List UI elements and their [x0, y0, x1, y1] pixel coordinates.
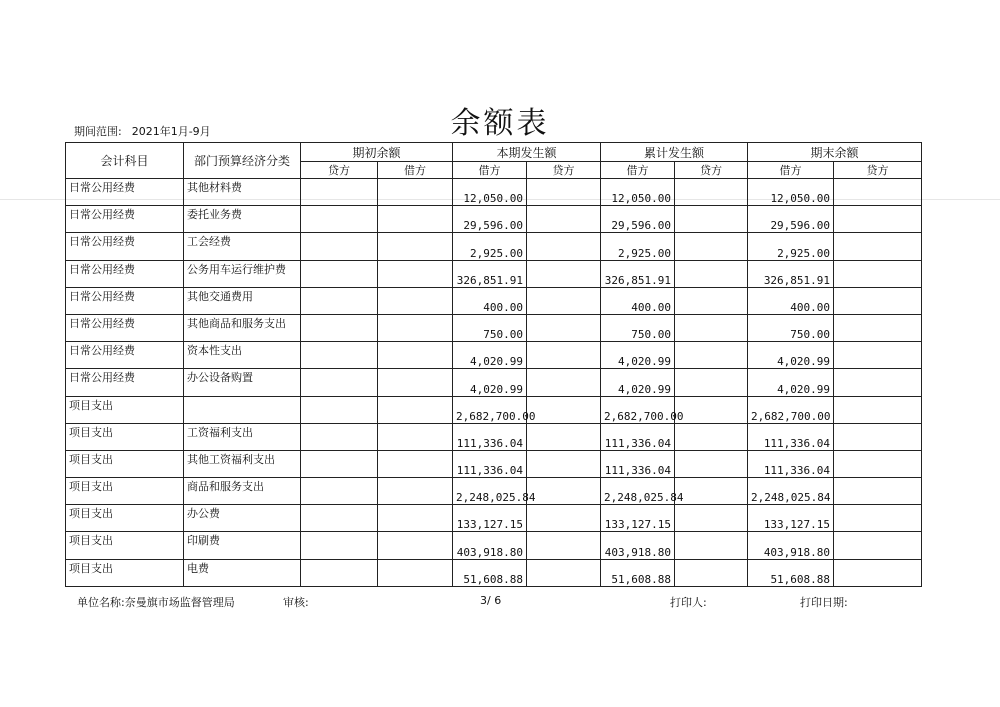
cell-subject: 项目支出 [66, 423, 184, 450]
cell-current-debit: 4,020.99 [453, 369, 527, 396]
table-row [66, 342, 922, 369]
cell-cumulative-credit [675, 314, 748, 341]
cell-closing-credit [834, 559, 922, 586]
cell-closing-debit: 2,682,700.00 [748, 396, 834, 423]
subheader-cumulative-debit: 借方 [601, 162, 675, 179]
cell-cumulative-debit: 51,608.88 [601, 559, 675, 586]
cell-opening-debit [378, 287, 453, 314]
cell-cumulative-credit [675, 233, 748, 260]
footer-print-date: 打印日期: [800, 596, 848, 609]
table-row [66, 423, 922, 450]
cell-closing-credit [834, 396, 922, 423]
cell-closing-credit [834, 287, 922, 314]
cell-category: 工资福利支出 [184, 423, 301, 450]
cell-cumulative-debit: 29,596.00 [601, 206, 675, 233]
cell-current-debit: 12,050.00 [453, 179, 527, 206]
cell-category: 办公设备购置 [184, 369, 301, 396]
header-category: 部门预算经济分类 [184, 143, 301, 179]
cell-current-debit: 133,127.15 [453, 505, 527, 532]
cell-current-debit: 2,682,700.00 [453, 396, 527, 423]
cell-current-credit [527, 369, 601, 396]
cell-cumulative-debit: 326,851.91 [601, 260, 675, 287]
table-row [66, 314, 922, 341]
subheader-current-debit: 借方 [453, 162, 527, 179]
subheader-opening-credit: 贷方 [301, 162, 378, 179]
period-range [74, 123, 211, 139]
cell-closing-debit: 326,851.91 [748, 260, 834, 287]
cell-subject: 日常公用经费 [66, 233, 184, 260]
header-closing-balance: 期末余额 [748, 143, 922, 162]
cell-cumulative-debit: 12,050.00 [601, 179, 675, 206]
cell-current-debit: 403,918.80 [453, 532, 527, 559]
cell-category: 其他交通费用 [184, 287, 301, 314]
cell-current-credit [527, 342, 601, 369]
cell-closing-credit [834, 260, 922, 287]
cell-current-debit: 51,608.88 [453, 559, 527, 586]
cell-closing-credit [834, 314, 922, 341]
cell-subject: 项目支出 [66, 396, 184, 423]
cell-cumulative-debit: 4,020.99 [601, 369, 675, 396]
table-row [66, 559, 922, 586]
period-value: 2021年1月-9月 [131, 125, 211, 138]
cell-opening-credit [301, 559, 378, 586]
table-row [66, 396, 922, 423]
page-title: 余额表 [450, 106, 550, 142]
cell-current-debit: 326,851.91 [453, 260, 527, 287]
cell-cumulative-credit [675, 287, 748, 314]
header-current-period: 本期发生额 [453, 143, 601, 162]
subheader-opening-debit: 借方 [378, 162, 453, 179]
cell-opening-credit [301, 342, 378, 369]
cell-category: 其他商品和服务支出 [184, 314, 301, 341]
cell-subject: 日常公用经费 [66, 342, 184, 369]
cell-subject: 日常公用经费 [66, 314, 184, 341]
cell-cumulative-credit [675, 260, 748, 287]
cell-opening-debit [378, 314, 453, 341]
cell-category: 其他材料费 [184, 179, 301, 206]
cell-closing-debit: 403,918.80 [748, 532, 834, 559]
cell-opening-credit [301, 450, 378, 477]
cell-opening-credit [301, 505, 378, 532]
cell-current-debit: 2,248,025.84 [453, 478, 527, 505]
table-row [66, 450, 922, 477]
cell-closing-credit [834, 532, 922, 559]
cell-opening-debit [378, 450, 453, 477]
cell-closing-credit [834, 206, 922, 233]
cell-cumulative-debit: 400.00 [601, 287, 675, 314]
cell-category: 商品和服务支出 [184, 478, 301, 505]
cell-subject: 项目支出 [66, 505, 184, 532]
cell-category: 工会经费 [184, 233, 301, 260]
cell-opening-credit [301, 478, 378, 505]
cell-subject: 项目支出 [66, 559, 184, 586]
cell-subject: 日常公用经费 [66, 287, 184, 314]
cell-cumulative-debit: 133,127.15 [601, 505, 675, 532]
cell-current-credit [527, 396, 601, 423]
cell-opening-debit [378, 559, 453, 586]
cell-opening-credit [301, 532, 378, 559]
header-subject: 会计科目 [66, 143, 184, 179]
cell-current-debit: 750.00 [453, 314, 527, 341]
cell-closing-debit: 111,336.04 [748, 423, 834, 450]
cell-closing-credit [834, 369, 922, 396]
cell-closing-debit: 133,127.15 [748, 505, 834, 532]
cell-subject: 日常公用经费 [66, 369, 184, 396]
table-row [66, 478, 922, 505]
balance-table [65, 142, 922, 587]
cell-closing-debit: 51,608.88 [748, 559, 834, 586]
cell-current-credit [527, 287, 601, 314]
cell-current-credit [527, 423, 601, 450]
cell-current-credit [527, 478, 601, 505]
cell-opening-credit [301, 233, 378, 260]
footer-printer: 打印人: [670, 596, 707, 609]
cell-opening-credit [301, 260, 378, 287]
cell-cumulative-credit [675, 450, 748, 477]
cell-opening-debit [378, 396, 453, 423]
cell-cumulative-debit: 2,925.00 [601, 233, 675, 260]
cell-closing-debit: 4,020.99 [748, 342, 834, 369]
table-row [66, 206, 922, 233]
cell-cumulative-debit: 750.00 [601, 314, 675, 341]
cell-category: 委托业务费 [184, 206, 301, 233]
cell-cumulative-credit [675, 532, 748, 559]
cell-opening-debit [378, 505, 453, 532]
cell-opening-credit [301, 423, 378, 450]
period-label: 期间范围: [74, 125, 122, 138]
cell-subject: 日常公用经费 [66, 179, 184, 206]
cell-closing-credit [834, 450, 922, 477]
cell-current-credit [527, 260, 601, 287]
table-row [66, 179, 922, 206]
cell-subject: 项目支出 [66, 478, 184, 505]
cell-current-debit: 111,336.04 [453, 450, 527, 477]
cell-closing-debit: 111,336.04 [748, 450, 834, 477]
cell-opening-debit [378, 369, 453, 396]
cell-current-debit: 4,020.99 [453, 342, 527, 369]
cell-opening-credit [301, 396, 378, 423]
table-row [66, 505, 922, 532]
cell-cumulative-credit [675, 179, 748, 206]
cell-opening-credit [301, 369, 378, 396]
header-opening-balance: 期初余额 [301, 143, 453, 162]
cell-subject: 项目支出 [66, 532, 184, 559]
cell-closing-debit: 4,020.99 [748, 369, 834, 396]
cell-opening-debit [378, 532, 453, 559]
cell-closing-credit [834, 423, 922, 450]
cell-current-debit: 400.00 [453, 287, 527, 314]
cell-cumulative-debit: 403,918.80 [601, 532, 675, 559]
cell-opening-debit [378, 423, 453, 450]
header-cumulative: 累计发生额 [601, 143, 748, 162]
cell-category: 办公费 [184, 505, 301, 532]
cell-opening-debit [378, 179, 453, 206]
cell-closing-credit [834, 478, 922, 505]
cell-closing-credit [834, 179, 922, 206]
footer-unit-name: 单位名称:奈曼旗市场监督管理局 [77, 596, 235, 609]
cell-cumulative-credit [675, 478, 748, 505]
cell-opening-credit [301, 206, 378, 233]
subheader-closing-credit: 贷方 [834, 162, 922, 179]
cell-cumulative-debit: 2,682,700.00 [601, 396, 675, 423]
cell-opening-credit [301, 287, 378, 314]
cell-current-credit [527, 314, 601, 341]
cell-cumulative-debit: 4,020.99 [601, 342, 675, 369]
cell-cumulative-credit [675, 559, 748, 586]
cell-current-credit [527, 450, 601, 477]
cell-closing-debit: 2,248,025.84 [748, 478, 834, 505]
cell-category: 资本性支出 [184, 342, 301, 369]
cell-opening-credit [301, 314, 378, 341]
table-row [66, 233, 922, 260]
cell-subject: 项目支出 [66, 450, 184, 477]
cell-closing-debit: 2,925.00 [748, 233, 834, 260]
cell-subject: 日常公用经费 [66, 206, 184, 233]
cell-current-debit: 2,925.00 [453, 233, 527, 260]
subheader-closing-debit: 借方 [748, 162, 834, 179]
cell-opening-debit [378, 233, 453, 260]
cell-category: 公务用车运行维护费 [184, 260, 301, 287]
cell-current-credit [527, 233, 601, 260]
cell-closing-credit [834, 233, 922, 260]
table-row [66, 369, 922, 396]
cell-closing-debit: 750.00 [748, 314, 834, 341]
cell-current-credit [527, 179, 601, 206]
cell-cumulative-debit: 111,336.04 [601, 423, 675, 450]
cell-category: 其他工资福利支出 [184, 450, 301, 477]
table-row [66, 532, 922, 559]
cell-cumulative-credit [675, 423, 748, 450]
cell-category [184, 396, 301, 423]
cell-current-debit: 111,336.04 [453, 423, 527, 450]
cell-closing-debit: 29,596.00 [748, 206, 834, 233]
cell-subject: 日常公用经费 [66, 260, 184, 287]
cell-opening-debit [378, 342, 453, 369]
subheader-cumulative-credit: 贷方 [675, 162, 748, 179]
table-row [66, 287, 922, 314]
cell-closing-credit [834, 505, 922, 532]
cell-category: 电费 [184, 559, 301, 586]
cell-opening-debit [378, 260, 453, 287]
cell-cumulative-credit [675, 396, 748, 423]
cell-cumulative-debit: 111,336.04 [601, 450, 675, 477]
cell-category: 印刷费 [184, 532, 301, 559]
cell-opening-debit [378, 478, 453, 505]
cell-current-credit [527, 532, 601, 559]
cell-cumulative-credit [675, 369, 748, 396]
cell-current-credit [527, 206, 601, 233]
cell-cumulative-credit [675, 206, 748, 233]
footer-page-number: 3/ 6 [480, 594, 502, 607]
cell-cumulative-debit: 2,248,025.84 [601, 478, 675, 505]
cell-closing-debit: 12,050.00 [748, 179, 834, 206]
cell-closing-credit [834, 342, 922, 369]
subheader-current-credit: 贷方 [527, 162, 601, 179]
cell-current-debit: 29,596.00 [453, 206, 527, 233]
cell-cumulative-credit [675, 342, 748, 369]
cell-opening-debit [378, 206, 453, 233]
footer-reviewer: 审核: [283, 596, 309, 609]
cell-current-credit [527, 505, 601, 532]
cell-cumulative-credit [675, 505, 748, 532]
cell-closing-debit: 400.00 [748, 287, 834, 314]
cell-current-credit [527, 559, 601, 586]
cell-opening-credit [301, 179, 378, 206]
table-row [66, 260, 922, 287]
